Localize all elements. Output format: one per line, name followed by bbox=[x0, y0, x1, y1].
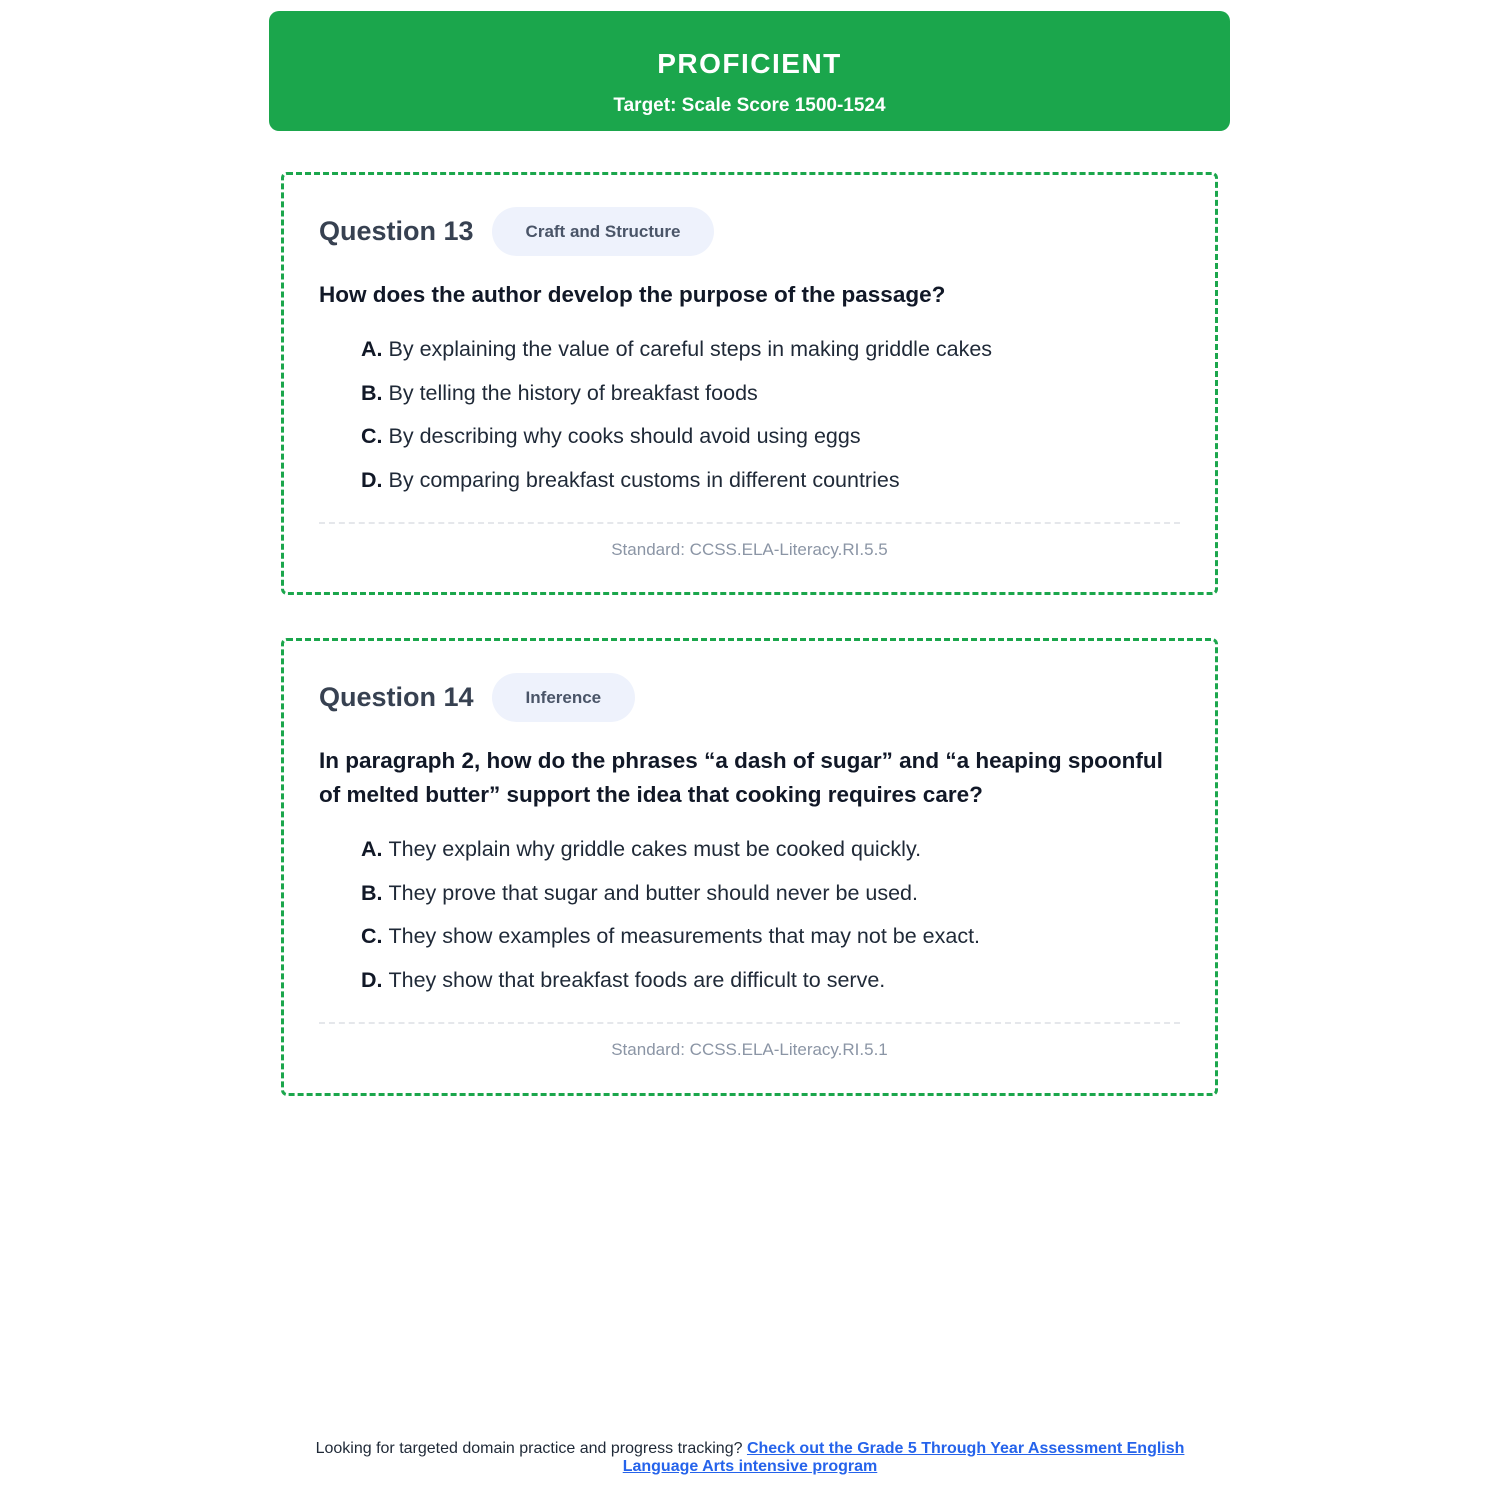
option-letter: B. bbox=[361, 880, 383, 905]
standard-label: Standard: CCSS.ELA-Literacy.RI.5.5 bbox=[611, 540, 888, 559]
question-header bbox=[319, 207, 1180, 256]
question-number: Question 13 bbox=[319, 216, 474, 246]
option-letter: A. bbox=[361, 837, 383, 861]
domain-tag: Inference bbox=[492, 673, 636, 722]
option-text: They prove that sugar and butter should never be used. bbox=[388, 880, 918, 905]
answer-option-d[interactable] bbox=[361, 959, 1180, 1003]
answer-option-d[interactable] bbox=[361, 459, 1180, 503]
option-letter: D. bbox=[361, 467, 383, 492]
answer-option-c[interactable] bbox=[361, 915, 1180, 959]
option-letter: B. bbox=[361, 380, 383, 405]
standard-label: Standard: CCSS.ELA-Literacy.RI.5.1 bbox=[611, 1040, 888, 1059]
level-banner bbox=[269, 11, 1230, 131]
level-title: PROFICIENT bbox=[657, 48, 842, 79]
question-header bbox=[319, 673, 1180, 722]
divider bbox=[319, 1022, 1180, 1024]
option-text: By telling the history of breakfast foods bbox=[388, 380, 758, 405]
footer-promo bbox=[280, 1440, 1220, 1476]
option-text: They show that breakfast foods are difficult to serve. bbox=[388, 967, 886, 992]
option-letter: C. bbox=[361, 924, 383, 948]
answer-option-c[interactable] bbox=[361, 415, 1180, 459]
answer-option-b[interactable] bbox=[361, 372, 1180, 416]
answer-options bbox=[319, 828, 1180, 1002]
option-letter: D. bbox=[361, 967, 383, 992]
target-score: Target: Scale Score 1500-1524 bbox=[613, 95, 886, 116]
domain-tag: Craft and Structure bbox=[492, 207, 715, 256]
option-letter: C. bbox=[361, 424, 383, 448]
answer-option-b[interactable] bbox=[361, 872, 1180, 916]
question-text: How does the author develop the purpose of the passage? bbox=[319, 282, 946, 307]
option-text: By describing why cooks should avoid using eggs bbox=[388, 424, 861, 448]
option-text: They show examples of measurements that may not be exact. bbox=[388, 924, 981, 948]
program-link[interactable]: Check out the Grade 5 Through Year Assessment English Language Arts intensive program bbox=[622, 1440, 1185, 1475]
answer-option-a[interactable] bbox=[361, 828, 1180, 872]
divider bbox=[319, 522, 1180, 524]
question-card-14 bbox=[281, 638, 1218, 1096]
option-text: By comparing breakfast customs in different countries bbox=[388, 467, 900, 492]
question-card-13 bbox=[281, 172, 1218, 595]
answer-option-a[interactable] bbox=[361, 328, 1180, 372]
option-letter: A. bbox=[361, 337, 383, 361]
option-text: By explaining the value of careful steps in making griddle cakes bbox=[388, 337, 993, 361]
question-number: Question 14 bbox=[319, 682, 474, 712]
footer-text: Looking for targeted domain practice and progress tracking? bbox=[315, 1440, 743, 1457]
option-text: They explain why griddle cakes must be cooked quickly. bbox=[388, 837, 922, 861]
answer-options bbox=[319, 328, 1180, 502]
question-text: In paragraph 2, how do the phrases “a dash of sugar” and “a heaping spoonful of melted butter” support the idea that cooking requires care? bbox=[319, 748, 1163, 807]
